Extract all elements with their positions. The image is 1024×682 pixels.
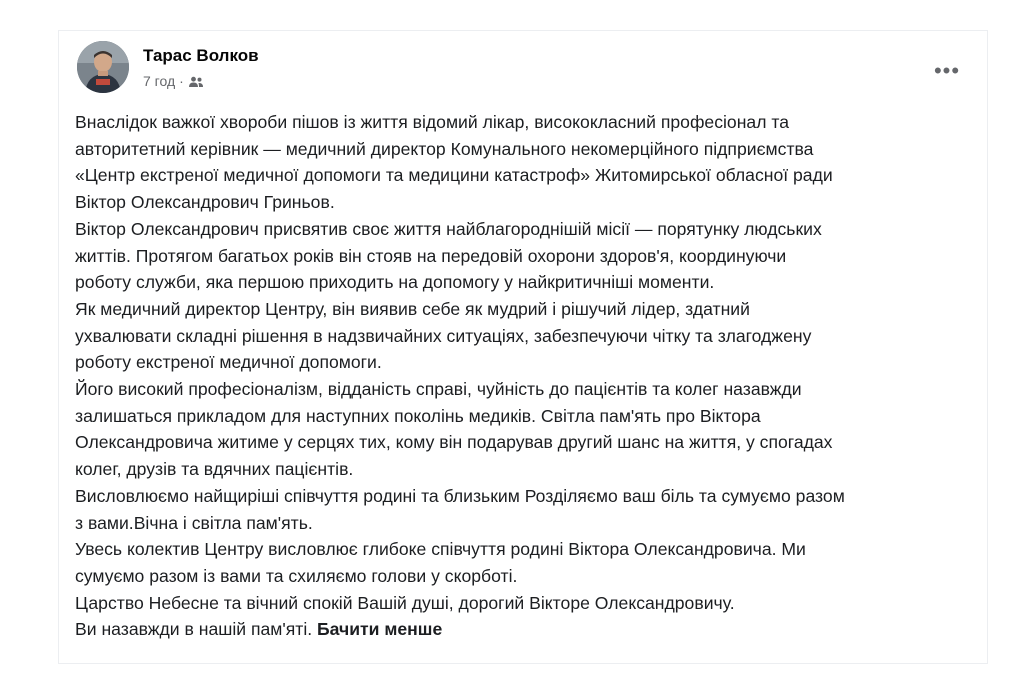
post-text <box>75 109 975 643</box>
post-time[interactable]: 7 год <box>143 73 176 89</box>
post-text-line-last <box>75 616 975 643</box>
post-text-line: життів. Протягом багатьох років він стояв на передовій охорони здоров'я, координуючи <box>75 245 787 266</box>
post-text-line: Як медичний директор Центру, він виявив себе як мудрий і рішучий лідер, здатний <box>75 298 750 319</box>
see-less-link[interactable]: Бачити менше <box>317 619 443 640</box>
post-text-line: Царство Небесне та вічний спокій Вашій душі, дорогий Вікторе Олександровичу. <box>75 592 735 613</box>
post-text-line: колег, друзів та вдячних пацієнтів. <box>75 459 354 480</box>
post-text-line: Увесь колектив Центру висловлює глибоке співчуття родині Віктора Олександровича. Ми <box>75 539 806 560</box>
avatar-photo-icon <box>77 41 129 93</box>
post-text-line: Віктор Олександрович присвятив своє життя найблагороднішій місії — порятунку людських <box>75 218 822 239</box>
post-card <box>58 30 988 664</box>
post-text-line: Віктор Олександрович Гриньов. <box>75 192 335 213</box>
post-text-line: роботу служби, яка першою приходить на допомогу у найкритичніші моменти. <box>75 272 715 293</box>
author-name[interactable]: Тарас Волков <box>143 46 259 65</box>
friends-icon[interactable] <box>188 75 204 87</box>
meta-separator: · <box>179 73 184 89</box>
post-text-line: роботу екстреної медичної допомоги. <box>75 352 382 373</box>
post-text-line: Висловлюємо найщиріші співчуття родині та близьким Розділяємо ваш біль та сумуємо разом <box>75 485 845 506</box>
post-text-line: Олександровича житиме у серцях тих, кому він подарував другий шанс на життя, у спогадах <box>75 432 833 453</box>
post-text-line: авторитетний керівник — медичний директор Комунального некомерційного підприємства <box>75 138 814 159</box>
post-header <box>77 41 969 101</box>
post-text-line: Його високий професіоналізм, відданість справі, чуйність до пацієнтів та колег назавжди <box>75 379 802 400</box>
more-options-button[interactable]: ••• <box>933 58 961 83</box>
post-meta <box>143 73 204 89</box>
post-text-line: з вами.Вічна і світла пам'ять. <box>75 512 313 533</box>
post-text-line: Внаслідок важкої хвороби пішов із життя відомий лікар, висококласний професіонал та <box>75 112 789 132</box>
post-text-final: Ви назавжди в нашій пам'яті. <box>75 619 318 640</box>
post-text-line: залишаться прикладом для наступних поколінь медиків. Світла пам'ять про Віктора <box>75 405 761 426</box>
post-text-line: сумуємо разом із вами та схиляємо голови у скорботі. <box>75 565 518 586</box>
post-text-line: ухвалювати складні рішення в надзвичайних ситуаціях, забезпечуючи чітку та злагоджену <box>75 325 812 346</box>
avatar[interactable] <box>77 41 129 93</box>
post-text-line: «Центр екстреної медичної допомоги та медицини катастроф» Житомирської обласної ради <box>75 165 833 186</box>
